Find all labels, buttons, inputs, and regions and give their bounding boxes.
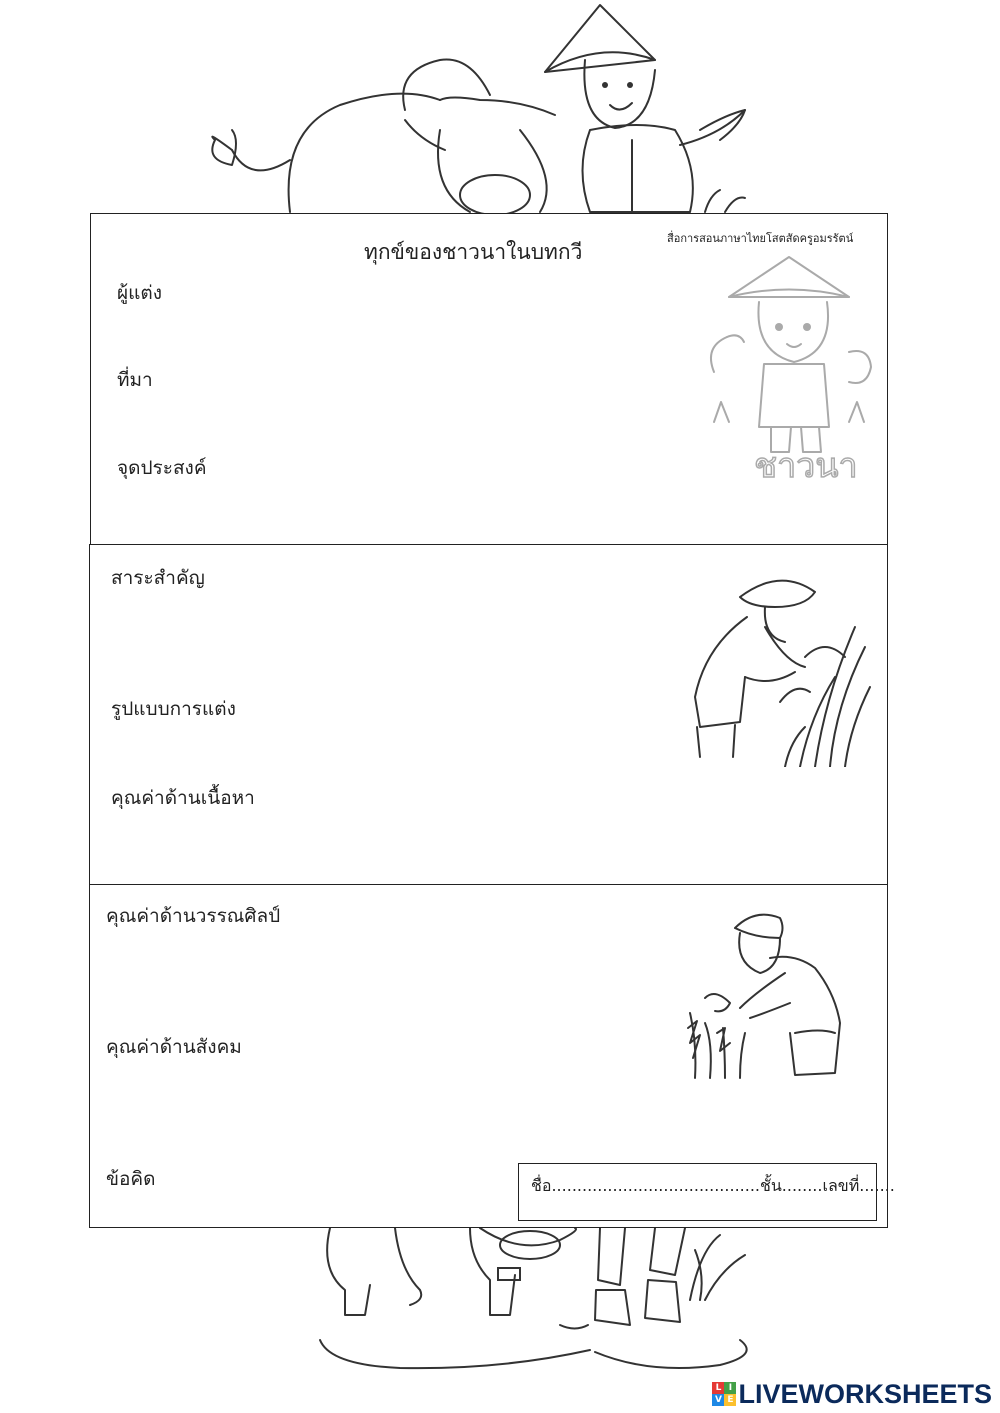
- liveworksheets-logo-text: LIVEWORKSHEETS: [738, 1378, 992, 1409]
- label-content-value: คุณค่าด้านเนื้อหา: [111, 787, 255, 809]
- section-literary-social-lesson: [89, 884, 895, 1228]
- label-social-value: คุณค่าด้านสังคม: [106, 1036, 242, 1058]
- label-lesson: ข้อคิด: [106, 1168, 156, 1190]
- label-author: ผู้แต่ง: [117, 282, 162, 304]
- student-info-line[interactable]: ชื่อ.........................................ชั้น........เลขที่.......: [531, 1176, 895, 1195]
- farmer-watermark-text: ชาวนา: [754, 446, 858, 482]
- liveworksheets-logo: [712, 1379, 992, 1409]
- label-purpose: จุดประสงค์: [117, 457, 207, 479]
- liveworksheets-badge-icon: L I V E: [712, 1382, 736, 1406]
- student-info-box[interactable]: [518, 1163, 895, 1221]
- farmer-sickle-illustration: [699, 252, 879, 482]
- section-author-source-purpose: [90, 213, 888, 546]
- label-literary-value: คุณค่าด้านวรรณศิลป์: [106, 905, 281, 927]
- planting-farmer-illustration: [685, 903, 855, 1083]
- section-content-form-value: [89, 544, 888, 886]
- label-source: ที่มา: [117, 369, 153, 391]
- worksheet-title: ทุกข์ของชาวนาในบทกวี: [364, 240, 583, 264]
- label-main-idea: สาระสำคัญ: [111, 567, 205, 589]
- worksheet-credit: สื่อการสอนภาษาไทยโสตสัดครูอมรรัตน์: [667, 232, 854, 245]
- label-composition-form: รูปแบบการแต่ง: [111, 698, 236, 720]
- harvesting-farmer-illustration: [685, 567, 875, 767]
